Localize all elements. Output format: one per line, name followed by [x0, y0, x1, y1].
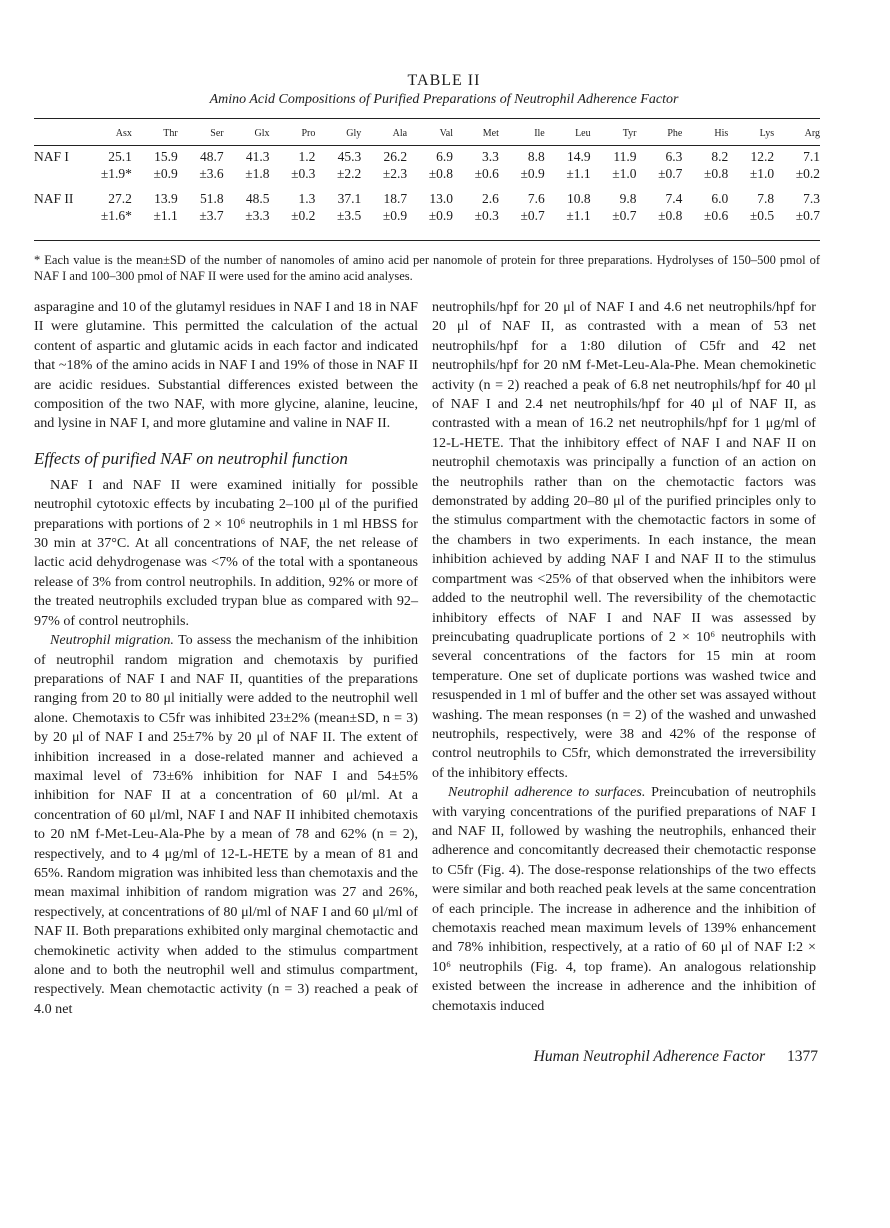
column-header: Pro — [301, 127, 316, 139]
sd-cell: ±0.7 — [658, 166, 683, 181]
mean-cell: 11.9 — [613, 149, 637, 164]
mean-cell: 8.2 — [711, 149, 729, 164]
mean-cell: 13.0 — [429, 191, 453, 206]
mean-cell: 41.3 — [245, 149, 270, 164]
sd-cell: ±0.8 — [658, 208, 683, 223]
mean-cell: 7.1 — [803, 149, 820, 164]
row-label: NAF II — [34, 191, 74, 206]
column-header: Tyr — [622, 127, 637, 139]
column-header: Lys — [759, 127, 775, 139]
mean-cell: 48.7 — [200, 149, 224, 164]
sd-cell: ±0.5 — [749, 208, 775, 223]
sd-cell: ±0.9 — [382, 208, 408, 223]
sd-cell: ±0.2 — [795, 166, 820, 181]
table-header-rule — [34, 145, 820, 146]
table-row-sd — [34, 165, 820, 182]
sd-cell: ±1.1 — [566, 208, 591, 223]
paragraph: asparagine and 10 of the glutamyl residues in NAF I and 18 in NAF II were glutamine. This permitted the calculation of the actual content of aspartic and glutamic acids in each factor and indicated that ~18% of the amino acids in NAF I and 19% of those in NAF II are acidic residues. Substantial differences existed between the composition of the two NAF, with more glycine, alanine, leucine, and lysine in NAF I, and more glutamine and valine in NAF II. — [34, 299, 418, 432]
sd-cell: ±3.7 — [199, 208, 224, 223]
mean-cell: 26.2 — [383, 149, 408, 164]
paragraph: neutrophils/hpf for 20 μl of NAF I and 4.6 net neutrophils/hpf for 20 μl of NAF II, as contrasted with a mean of 53 net neutrophils/hpf for a 1:80 dilution of C5fr and 42 net neutrophils/hpf for 20 nM f-Met-Leu-Ala-Phe. Mean chemokinetic activity (n = 2) reached a peak of 6.8 net neutrophils/hpf for 40 μl of NAF I and 2.4 net neutrophils/hpf for 40 μl of NAF II, as contrasted with a mean of 16.2 net neutrophils/hpf for 1 μg/ml of 12-L-HETE. That the inhibitory effect of NAF I and NAF II on neutrophil chemotaxis was principally a function of an action on the neutrophils rather than on the chemotactic factors was demonstrated by adding 20–80 μl of the purified principles only to the stimulus compartment with the chemotactic factors in some of the chambers in two experiments. In each instance, the mean inhibition achieved by adding NAF I and NAF II to the stimulus compartment was <25% of that observed when the inhibitors were added to the neutrophil well. The reversibility of the chemotactic inhibitory effects of NAF I and NAF II was assessed by preincubating quadruplicate portions of 2 × 10⁶ neutrophils with several concentrations of the factors for 15 min at room temperature. One set of duplicate portions was washed twice and resuspended in 1 ml of buffer and the other set was assayed without washing. The mean responses (n = 2) of the washed and unwashed neutrophils, respectively, were 38 and 42% of the response of control neutrophils to C5fr, which demonstrated the irreversibility of the inhibitory effects. — [432, 299, 816, 781]
paragraph-text: To assess the mechanism of the inhibition of neutrophil random migration and chemotaxis by purified preparations of NAF I and NAF II, quantities of the preparations ranging from 20 to 80 μl initially were added to the neutrophil well alone. Chemotaxis to C5fr was inhibited 23±2% (mean±SD, n = 3) by 20 μl of NAF I and 25±7% by 20 μl of NAF II. The extent of inhibition increased in a dose-related manner and achieved a maximal level of 73±6% inhibition for NAF I and 54±5% inhibition for NAF II at a concentration of 60 μl/ml. At a concentration of 60 μl/ml, NAF I and NAF II inhibited chemotaxis to 20 nM f-Met-Leu-Ala-Phe by a mean of 78 and 62% (n = 2), respectively, and to 4 μg/ml of 12-L-HETE by a mean of 81 and 65%. Random migration was inhibited less than chemotaxis and the mean maximal inhibition of random migration was 27 and 26%, respectively, at concentrations of 80 μl/ml of NAF I and 60 μl/ml of NAF II. Both preparations exhibited only marginal chemotactic and chemokinetic activity when added to the stimulus compartment alone and to both the neutrophil well and stimulus compartment, respectively. Mean chemotactic activity (n = 3) reached a peak of 4.0 net — [34, 632, 418, 1017]
table-bottom-rule — [34, 240, 820, 241]
mean-cell: 14.9 — [567, 149, 591, 164]
sd-cell: ±0.8 — [703, 166, 729, 181]
mean-cell: 1.2 — [298, 149, 316, 164]
paragraph — [432, 783, 816, 1016]
sd-cell: ±1.1 — [153, 208, 178, 223]
run-in-heading: Neutrophil migration. — [50, 632, 174, 649]
column-header: Phe — [667, 127, 683, 139]
sd-cell: ±1.8 — [245, 166, 270, 181]
mean-cell: 27.2 — [108, 191, 132, 206]
sd-cell: ±1.0 — [612, 166, 637, 181]
sd-cell: ±0.2 — [291, 208, 316, 223]
column-header: Arg — [804, 127, 820, 139]
amino-acid-table — [34, 122, 820, 224]
mean-cell: 37.1 — [337, 191, 362, 206]
run-in-heading: Neutrophil adherence to surfaces. — [448, 784, 646, 801]
column-header: Thr — [163, 127, 178, 139]
sd-cell: ±0.9 — [520, 166, 545, 181]
mean-cell: 6.9 — [436, 149, 453, 164]
sd-cell: ±1.9* — [100, 166, 132, 181]
column-header: Leu — [575, 127, 591, 139]
column-header: Asx — [115, 127, 132, 139]
mean-cell: 7.6 — [527, 191, 545, 206]
sd-cell: ±3.3 — [245, 208, 270, 223]
mean-cell: 48.5 — [245, 191, 270, 206]
paragraph-text: Preincubation of neutrophils with varying concentrations of the purified preparations of NAF I and NAF II, followed by washing the neutrophils, enhanced their adherence and concomitantly decreased their chemotactic response to C5fr (Fig. 4). The dose-response relationships of the two effects were similar and both reached peak levels at the same concentration of each principle. The increase in adherence and the inhibition of chemotaxis reached mean maximum levels of 139% enhancement and 78% inhibition, respectively, at a ratio of 60 μl of NAF I:2 × 10⁶ neutrophils (Fig. 4, top frame). An analogous relationship existed between the increase in adherence and the inhibition of chemotaxis induced — [432, 784, 816, 1014]
sd-cell: ±0.8 — [428, 166, 453, 181]
mean-cell: 6.0 — [711, 191, 729, 206]
sd-cell: ±0.7 — [612, 208, 637, 223]
row-label: NAF I — [34, 149, 69, 164]
sd-cell: ±0.6 — [474, 166, 499, 181]
mean-cell: 6.3 — [665, 149, 683, 164]
mean-cell: 25.1 — [108, 149, 132, 164]
sd-cell: ±0.3 — [291, 166, 316, 181]
running-head — [534, 1048, 818, 1066]
blank-cell — [34, 165, 86, 182]
left-column — [34, 298, 418, 1019]
column-header: Glx — [254, 127, 270, 139]
table-top-rule — [34, 118, 820, 119]
sd-cell: ±0.7 — [795, 208, 820, 223]
mean-cell: 2.6 — [482, 191, 499, 206]
sd-cell: ±3.6 — [199, 166, 224, 181]
sd-cell: ±0.7 — [520, 208, 545, 223]
mean-cell: 7.8 — [757, 191, 775, 206]
section-heading: Effects of purified NAF on neutrophil function — [34, 448, 348, 468]
column-header: Ser — [210, 127, 224, 139]
blank-cell — [34, 207, 86, 224]
mean-cell: 3.3 — [482, 149, 499, 164]
column-header: His — [714, 127, 729, 139]
table-caption: Amino Acid Compositions of Purified Preparations of Neutrophil Adherence Factor — [209, 92, 679, 107]
sd-cell: ±3.5 — [336, 208, 362, 223]
mean-cell: 51.8 — [200, 191, 224, 206]
mean-cell: 18.7 — [383, 191, 408, 206]
mean-cell: 7.3 — [803, 191, 820, 206]
table-title: TABLE II — [407, 72, 481, 89]
column-header: Gly — [346, 127, 362, 139]
mean-cell: 7.4 — [665, 191, 683, 206]
mean-cell: 45.3 — [337, 149, 362, 164]
paragraph — [34, 631, 418, 1019]
mean-cell: 10.8 — [567, 191, 591, 206]
column-header: Ile — [534, 127, 545, 139]
table-row-means — [34, 190, 820, 207]
running-head-title: Human Neutrophil Adherence Factor — [533, 1048, 766, 1065]
mean-cell: 8.8 — [527, 149, 545, 164]
mean-cell: 12.2 — [750, 149, 775, 164]
sd-cell: ±0.9 — [153, 166, 178, 181]
right-column — [432, 298, 816, 1016]
sd-cell: ±1.1 — [566, 166, 591, 181]
column-header: Met — [482, 127, 499, 139]
mean-cell: 15.9 — [154, 149, 178, 164]
sd-cell: ±0.9 — [428, 208, 453, 223]
sd-cell: ±0.6 — [703, 208, 729, 223]
column-header: Val — [439, 127, 453, 139]
sd-cell: ±1.6* — [100, 208, 132, 223]
mean-cell: 13.9 — [154, 191, 178, 206]
sd-cell: ±0.3 — [474, 208, 499, 223]
paragraph: NAF I and NAF II were examined initially for possible neutrophil cytotoxic effects by incubating 2–100 μl of the purified preparations with portions of 2 × 10⁶ neutrophils in 1 ml HBSS for 30 min at 37°C. At all concentrations of NAF, the net release of lactic acid dehydrogenase was <7% of the total with a spontaneous release of 3% from control neutrophils. In addition, 92% or more of the treated neutrophils excluded trypan blue as compared with 92–97% of control neutrophils. — [34, 476, 418, 629]
page-number: 1377 — [787, 1048, 818, 1065]
table-row-sd — [34, 207, 820, 224]
row-spacer — [34, 182, 820, 190]
mean-cell: 9.8 — [619, 191, 637, 206]
table-row-means — [34, 148, 820, 165]
mean-cell: 1.3 — [298, 191, 316, 206]
table-footnote: * Each value is the mean±SD of the number of nanomoles of amino acid per nanomole of protein for three preparations. Hydrolyses of 150–500 pmol of NAF I and 100–300 pmol of NAF II were used for the amino acid analyses. — [34, 253, 820, 283]
sd-cell: ±1.0 — [749, 166, 775, 181]
column-header: Ala — [392, 127, 408, 139]
sd-cell: ±2.3 — [382, 166, 408, 181]
sd-cell: ±2.2 — [336, 166, 362, 181]
